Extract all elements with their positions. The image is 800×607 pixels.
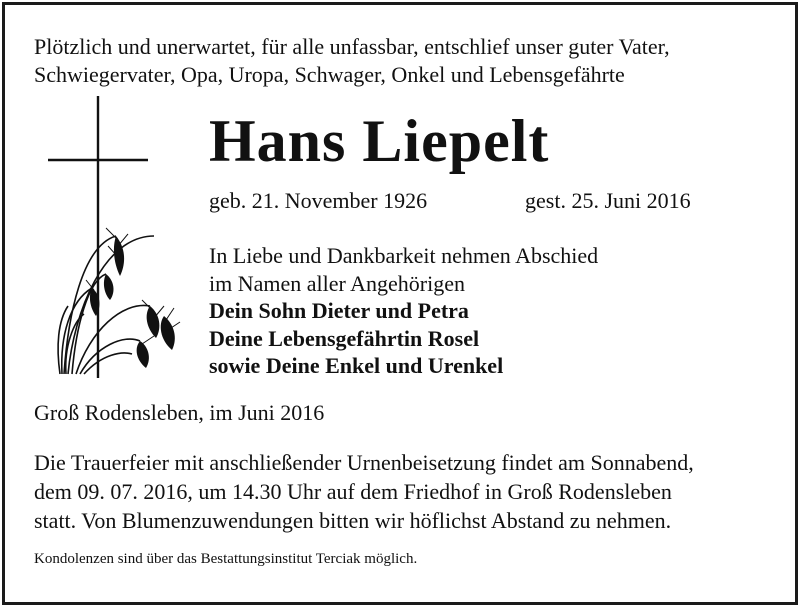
ceremony-line-3: statt. Von Blumenzuwendungen bitten wir höflichst Abstand zu nehmen. [34, 508, 672, 533]
intro-line-1: Plötzlich und unerwartet, für alle unfassbar, entschlief unser guter Vater, [34, 34, 670, 59]
cross-and-wheat-icon [44, 96, 194, 381]
mourners-line-5: sowie Deine Enkel und Urenkel [209, 353, 504, 378]
deceased-name: Hans Liepelt [209, 108, 550, 174]
mourners-line-4: Deine Lebensgefährtin Rosel [209, 326, 480, 351]
mourners-line-1: In Liebe und Dankbarkeit nehmen Abschied [209, 243, 599, 268]
cross-icon [48, 96, 148, 378]
place-and-date: Groß Rodensleben, im Juni 2016 [34, 400, 325, 425]
birth-date: geb. 21. November 1926 [209, 188, 428, 213]
death-date: gest. 25. Juni 2016 [525, 188, 691, 213]
ceremony-line-1: Die Trauerfeier mit anschließender Urnenbeisetzung findet am Sonnabend, [34, 450, 694, 475]
mourners-line-2: im Namen aller Angehörigen [209, 271, 465, 296]
ceremony-line-2: dem 09. 07. 2016, um 14.30 Uhr auf dem Friedhof in Groß Rodensleben [34, 479, 672, 504]
intro-line-2: Schwiegervater, Opa, Uropa, Schwager, Onkel und Lebensgefährte [34, 62, 625, 87]
mourners-line-3: Dein Sohn Dieter und Petra [209, 298, 469, 323]
condolence-note: Kondolenzen sind über das Bestattungsinstitut Terciak möglich. [34, 551, 418, 567]
